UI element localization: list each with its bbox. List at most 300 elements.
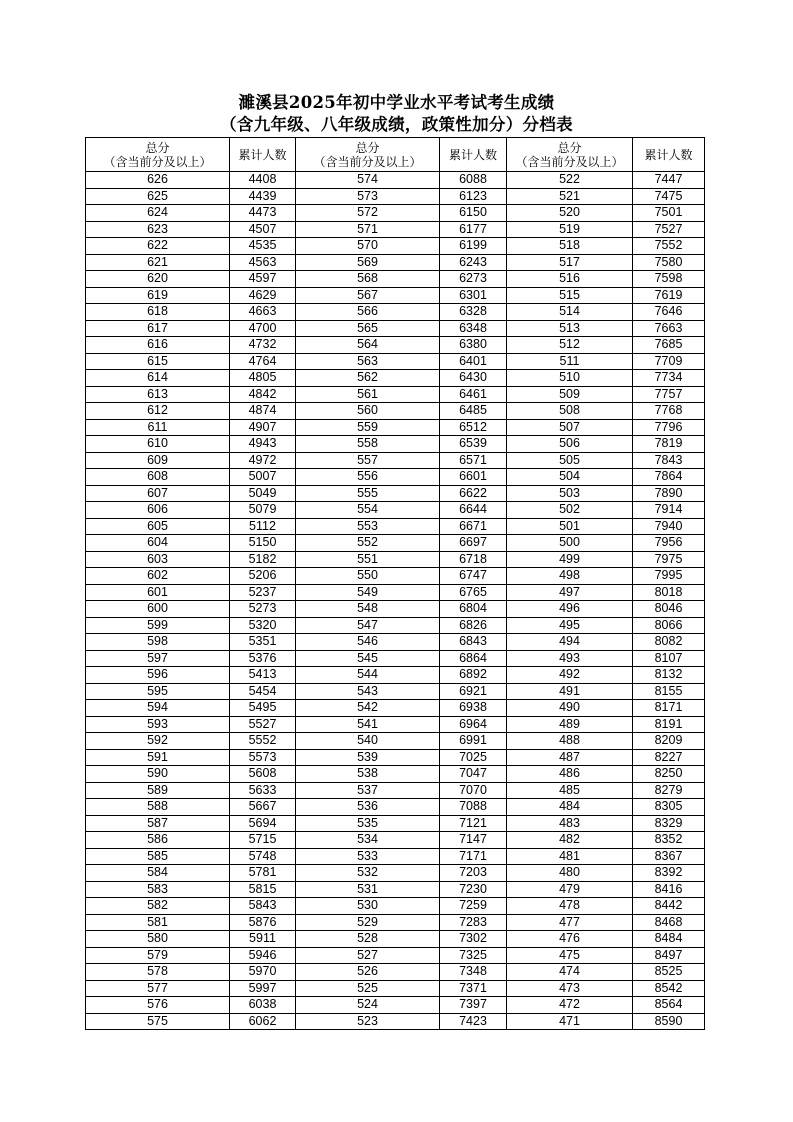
score-cell: 490 bbox=[507, 700, 633, 717]
score-cell: 476 bbox=[507, 931, 633, 948]
table-row bbox=[86, 403, 705, 420]
score-cell: 532 bbox=[296, 865, 440, 882]
score-cell: 624 bbox=[86, 205, 230, 222]
count-cell: 6601 bbox=[440, 469, 507, 486]
score-cell: 540 bbox=[296, 733, 440, 750]
table-row bbox=[86, 601, 705, 618]
count-cell: 6826 bbox=[440, 617, 507, 634]
score-cell: 558 bbox=[296, 436, 440, 453]
score-cell: 564 bbox=[296, 337, 440, 354]
table-row bbox=[86, 452, 705, 469]
count-cell: 8132 bbox=[633, 667, 705, 684]
score-cell: 562 bbox=[296, 370, 440, 387]
table-row bbox=[86, 898, 705, 915]
score-cell: 489 bbox=[507, 716, 633, 733]
score-header-label: 总分 bbox=[557, 140, 582, 155]
count-cell: 6622 bbox=[440, 485, 507, 502]
score-cell: 582 bbox=[86, 898, 230, 915]
table-row bbox=[86, 650, 705, 667]
count-cell: 5552 bbox=[230, 733, 296, 750]
score-cell: 530 bbox=[296, 898, 440, 915]
count-cell: 5715 bbox=[230, 832, 296, 849]
score-cell: 533 bbox=[296, 848, 440, 865]
table-header-row bbox=[86, 138, 705, 172]
table-body bbox=[86, 172, 705, 1030]
score-cell: 477 bbox=[507, 914, 633, 931]
table-row bbox=[86, 848, 705, 865]
score-cell: 528 bbox=[296, 931, 440, 948]
score-cell: 529 bbox=[296, 914, 440, 931]
score-cell: 556 bbox=[296, 469, 440, 486]
score-cell: 595 bbox=[86, 683, 230, 700]
score-cell: 581 bbox=[86, 914, 230, 931]
count-cell: 6177 bbox=[440, 221, 507, 238]
score-cell: 561 bbox=[296, 386, 440, 403]
count-cell: 5694 bbox=[230, 815, 296, 832]
count-cell: 5573 bbox=[230, 749, 296, 766]
count-cell: 7121 bbox=[440, 815, 507, 832]
count-cell: 6401 bbox=[440, 353, 507, 370]
count-cell: 4473 bbox=[230, 205, 296, 222]
score-cell: 585 bbox=[86, 848, 230, 865]
count-cell: 5527 bbox=[230, 716, 296, 733]
count-cell: 7796 bbox=[633, 419, 705, 436]
table-row bbox=[86, 733, 705, 750]
table-row bbox=[86, 271, 705, 288]
count-cell: 6243 bbox=[440, 254, 507, 271]
count-cell: 7864 bbox=[633, 469, 705, 486]
count-cell: 7734 bbox=[633, 370, 705, 387]
score-cell: 547 bbox=[296, 617, 440, 634]
score-cell: 512 bbox=[507, 337, 633, 354]
count-cell: 4408 bbox=[230, 172, 296, 189]
score-cell: 472 bbox=[507, 997, 633, 1014]
count-cell: 4507 bbox=[230, 221, 296, 238]
count-cell: 6088 bbox=[440, 172, 507, 189]
count-cell: 7890 bbox=[633, 485, 705, 502]
count-cell: 7302 bbox=[440, 931, 507, 948]
count-cell: 7757 bbox=[633, 386, 705, 403]
count-cell: 6921 bbox=[440, 683, 507, 700]
table-row bbox=[86, 568, 705, 585]
count-cell: 6892 bbox=[440, 667, 507, 684]
count-cell: 6150 bbox=[440, 205, 507, 222]
count-cell: 7070 bbox=[440, 782, 507, 799]
score-cell: 570 bbox=[296, 238, 440, 255]
count-cell: 7685 bbox=[633, 337, 705, 354]
score-cell: 584 bbox=[86, 865, 230, 882]
table-row bbox=[86, 254, 705, 271]
count-cell: 4629 bbox=[230, 287, 296, 304]
score-cell: 481 bbox=[507, 848, 633, 865]
score-cell: 618 bbox=[86, 304, 230, 321]
score-cell: 604 bbox=[86, 535, 230, 552]
table-row bbox=[86, 749, 705, 766]
count-cell: 4972 bbox=[230, 452, 296, 469]
score-cell: 616 bbox=[86, 337, 230, 354]
count-cell: 5970 bbox=[230, 964, 296, 981]
table-row bbox=[86, 337, 705, 354]
count-cell: 6938 bbox=[440, 700, 507, 717]
score-cell: 577 bbox=[86, 980, 230, 997]
count-cell: 6843 bbox=[440, 634, 507, 651]
score-cell: 475 bbox=[507, 947, 633, 964]
count-cell: 7475 bbox=[633, 188, 705, 205]
table-row bbox=[86, 320, 705, 337]
count-cell: 4842 bbox=[230, 386, 296, 403]
count-cell: 6991 bbox=[440, 733, 507, 750]
score-cell: 486 bbox=[507, 766, 633, 783]
count-cell: 5454 bbox=[230, 683, 296, 700]
score-cell: 598 bbox=[86, 634, 230, 651]
count-cell: 6038 bbox=[230, 997, 296, 1014]
score-cell: 568 bbox=[296, 271, 440, 288]
count-cell: 6512 bbox=[440, 419, 507, 436]
score-cell: 578 bbox=[86, 964, 230, 981]
table-row bbox=[86, 881, 705, 898]
score-cell: 614 bbox=[86, 370, 230, 387]
score-cell: 531 bbox=[296, 881, 440, 898]
score-cell: 496 bbox=[507, 601, 633, 618]
score-cell: 536 bbox=[296, 799, 440, 816]
count-cell: 5843 bbox=[230, 898, 296, 915]
score-column-header bbox=[507, 138, 633, 172]
score-cell: 608 bbox=[86, 469, 230, 486]
count-cell: 7447 bbox=[633, 172, 705, 189]
table-row bbox=[86, 947, 705, 964]
score-cell: 520 bbox=[507, 205, 633, 222]
table-row bbox=[86, 964, 705, 981]
count-cell: 6671 bbox=[440, 518, 507, 535]
count-cell: 8564 bbox=[633, 997, 705, 1014]
count-cell: 6571 bbox=[440, 452, 507, 469]
count-cell: 6062 bbox=[230, 1013, 296, 1030]
table-row bbox=[86, 634, 705, 651]
count-cell: 5237 bbox=[230, 584, 296, 601]
score-header-label: 总分 bbox=[145, 140, 170, 155]
count-cell: 8525 bbox=[633, 964, 705, 981]
score-cell: 566 bbox=[296, 304, 440, 321]
score-cell: 572 bbox=[296, 205, 440, 222]
count-cell: 8066 bbox=[633, 617, 705, 634]
count-cell: 5911 bbox=[230, 931, 296, 948]
score-cell: 621 bbox=[86, 254, 230, 271]
score-cell: 514 bbox=[507, 304, 633, 321]
count-cell: 7501 bbox=[633, 205, 705, 222]
score-cell: 534 bbox=[296, 832, 440, 849]
table-row bbox=[86, 353, 705, 370]
score-cell: 580 bbox=[86, 931, 230, 948]
count-cell: 4764 bbox=[230, 353, 296, 370]
table-row bbox=[86, 865, 705, 882]
count-cell: 4663 bbox=[230, 304, 296, 321]
count-cell: 5007 bbox=[230, 469, 296, 486]
document-title bbox=[0, 92, 793, 136]
count-cell: 7259 bbox=[440, 898, 507, 915]
count-cell: 6864 bbox=[440, 650, 507, 667]
count-cell: 4732 bbox=[230, 337, 296, 354]
count-cell: 8305 bbox=[633, 799, 705, 816]
count-cell: 4874 bbox=[230, 403, 296, 420]
score-cell: 615 bbox=[86, 353, 230, 370]
score-cell: 552 bbox=[296, 535, 440, 552]
score-cell: 499 bbox=[507, 551, 633, 568]
count-cell: 7325 bbox=[440, 947, 507, 964]
score-cell: 546 bbox=[296, 634, 440, 651]
score-cell: 605 bbox=[86, 518, 230, 535]
score-cell: 501 bbox=[507, 518, 633, 535]
score-cell: 492 bbox=[507, 667, 633, 684]
score-cell: 518 bbox=[507, 238, 633, 255]
score-cell: 505 bbox=[507, 452, 633, 469]
count-cell: 5112 bbox=[230, 518, 296, 535]
score-cell: 594 bbox=[86, 700, 230, 717]
table-row bbox=[86, 436, 705, 453]
count-cell: 4439 bbox=[230, 188, 296, 205]
count-cell: 5667 bbox=[230, 799, 296, 816]
table-row bbox=[86, 518, 705, 535]
count-cell: 7230 bbox=[440, 881, 507, 898]
table-row bbox=[86, 782, 705, 799]
count-cell: 8352 bbox=[633, 832, 705, 849]
score-cell: 498 bbox=[507, 568, 633, 585]
count-cell: 7768 bbox=[633, 403, 705, 420]
score-cell: 607 bbox=[86, 485, 230, 502]
count-cell: 7348 bbox=[440, 964, 507, 981]
score-cell: 611 bbox=[86, 419, 230, 436]
count-cell: 5633 bbox=[230, 782, 296, 799]
count-cell: 8468 bbox=[633, 914, 705, 931]
count-cell: 4563 bbox=[230, 254, 296, 271]
score-cell: 599 bbox=[86, 617, 230, 634]
table-row bbox=[86, 238, 705, 255]
score-header-label: 总分 bbox=[355, 140, 380, 155]
score-cell: 576 bbox=[86, 997, 230, 1014]
score-cell: 526 bbox=[296, 964, 440, 981]
count-cell: 6430 bbox=[440, 370, 507, 387]
count-cell: 7843 bbox=[633, 452, 705, 469]
table-row bbox=[86, 766, 705, 783]
count-cell: 6804 bbox=[440, 601, 507, 618]
score-cell: 508 bbox=[507, 403, 633, 420]
score-cell: 537 bbox=[296, 782, 440, 799]
score-cell: 502 bbox=[507, 502, 633, 519]
score-cell: 473 bbox=[507, 980, 633, 997]
score-cell: 590 bbox=[86, 766, 230, 783]
score-cell: 602 bbox=[86, 568, 230, 585]
count-cell: 8590 bbox=[633, 1013, 705, 1030]
score-cell: 613 bbox=[86, 386, 230, 403]
count-cell: 6328 bbox=[440, 304, 507, 321]
score-cell: 482 bbox=[507, 832, 633, 849]
score-cell: 511 bbox=[507, 353, 633, 370]
score-cell: 609 bbox=[86, 452, 230, 469]
score-cell: 596 bbox=[86, 667, 230, 684]
table-row bbox=[86, 188, 705, 205]
score-cell: 567 bbox=[296, 287, 440, 304]
table-row bbox=[86, 683, 705, 700]
score-cell: 593 bbox=[86, 716, 230, 733]
count-cell: 8107 bbox=[633, 650, 705, 667]
score-cell: 503 bbox=[507, 485, 633, 502]
count-cell: 8082 bbox=[633, 634, 705, 651]
score-cell: 517 bbox=[507, 254, 633, 271]
table-row bbox=[86, 815, 705, 832]
count-column-header: 累计人数 bbox=[230, 138, 296, 172]
score-cell: 495 bbox=[507, 617, 633, 634]
score-cell: 592 bbox=[86, 733, 230, 750]
score-cell: 539 bbox=[296, 749, 440, 766]
count-cell: 6539 bbox=[440, 436, 507, 453]
count-cell: 8416 bbox=[633, 881, 705, 898]
count-cell: 7552 bbox=[633, 238, 705, 255]
count-cell: 5079 bbox=[230, 502, 296, 519]
count-cell: 7423 bbox=[440, 1013, 507, 1030]
count-cell: 7995 bbox=[633, 568, 705, 585]
score-cell: 617 bbox=[86, 320, 230, 337]
score-cell: 544 bbox=[296, 667, 440, 684]
score-cell: 550 bbox=[296, 568, 440, 585]
count-cell: 8227 bbox=[633, 749, 705, 766]
score-header-sub: （含当前分及以上） bbox=[103, 154, 212, 169]
count-cell: 8392 bbox=[633, 865, 705, 882]
score-cell: 589 bbox=[86, 782, 230, 799]
score-cell: 491 bbox=[507, 683, 633, 700]
score-cell: 541 bbox=[296, 716, 440, 733]
count-cell: 6644 bbox=[440, 502, 507, 519]
score-cell: 612 bbox=[86, 403, 230, 420]
count-cell: 7580 bbox=[633, 254, 705, 271]
count-cell: 6461 bbox=[440, 386, 507, 403]
count-cell: 7171 bbox=[440, 848, 507, 865]
count-cell: 8367 bbox=[633, 848, 705, 865]
score-cell: 480 bbox=[507, 865, 633, 882]
count-cell: 7088 bbox=[440, 799, 507, 816]
score-cell: 515 bbox=[507, 287, 633, 304]
table-row bbox=[86, 914, 705, 931]
count-cell: 5206 bbox=[230, 568, 296, 585]
score-header-sub: （含当前分及以上） bbox=[515, 154, 624, 169]
score-cell: 516 bbox=[507, 271, 633, 288]
count-cell: 7619 bbox=[633, 287, 705, 304]
score-cell: 626 bbox=[86, 172, 230, 189]
count-cell: 8279 bbox=[633, 782, 705, 799]
count-cell: 7047 bbox=[440, 766, 507, 783]
table-row bbox=[86, 469, 705, 486]
score-cell: 545 bbox=[296, 650, 440, 667]
count-cell: 7598 bbox=[633, 271, 705, 288]
score-column-header bbox=[86, 138, 230, 172]
count-cell: 6485 bbox=[440, 403, 507, 420]
score-cell: 500 bbox=[507, 535, 633, 552]
title-line-1: 濉溪县2025年初中学业水平考试考生成绩 bbox=[238, 93, 555, 112]
score-cell: 575 bbox=[86, 1013, 230, 1030]
count-cell: 4597 bbox=[230, 271, 296, 288]
score-cell: 574 bbox=[296, 172, 440, 189]
score-cell: 622 bbox=[86, 238, 230, 255]
count-cell: 4805 bbox=[230, 370, 296, 387]
table-row bbox=[86, 584, 705, 601]
count-column-header: 累计人数 bbox=[440, 138, 507, 172]
count-cell: 6301 bbox=[440, 287, 507, 304]
count-cell: 6765 bbox=[440, 584, 507, 601]
table-row bbox=[86, 502, 705, 519]
count-cell: 8442 bbox=[633, 898, 705, 915]
score-cell: 506 bbox=[507, 436, 633, 453]
count-cell: 7527 bbox=[633, 221, 705, 238]
count-cell: 8018 bbox=[633, 584, 705, 601]
score-cell: 525 bbox=[296, 980, 440, 997]
count-cell: 5376 bbox=[230, 650, 296, 667]
table-row bbox=[86, 617, 705, 634]
score-cell: 523 bbox=[296, 1013, 440, 1030]
count-cell: 5495 bbox=[230, 700, 296, 717]
count-cell: 7371 bbox=[440, 980, 507, 997]
count-cell: 4700 bbox=[230, 320, 296, 337]
count-cell: 7147 bbox=[440, 832, 507, 849]
count-cell: 7940 bbox=[633, 518, 705, 535]
count-cell: 5781 bbox=[230, 865, 296, 882]
count-cell: 8497 bbox=[633, 947, 705, 964]
count-cell: 5273 bbox=[230, 601, 296, 618]
score-cell: 557 bbox=[296, 452, 440, 469]
score-cell: 554 bbox=[296, 502, 440, 519]
count-cell: 8171 bbox=[633, 700, 705, 717]
title-line-2: （含九年级、八年级成绩，政策性加分）分档表 bbox=[220, 115, 573, 134]
table-row bbox=[86, 221, 705, 238]
score-cell: 538 bbox=[296, 766, 440, 783]
score-cell: 587 bbox=[86, 815, 230, 832]
count-cell: 6348 bbox=[440, 320, 507, 337]
score-cell: 597 bbox=[86, 650, 230, 667]
score-cell: 510 bbox=[507, 370, 633, 387]
score-cell: 524 bbox=[296, 997, 440, 1014]
table-row bbox=[86, 535, 705, 552]
score-cell: 583 bbox=[86, 881, 230, 898]
count-cell: 6199 bbox=[440, 238, 507, 255]
score-cell: 588 bbox=[86, 799, 230, 816]
score-cell: 535 bbox=[296, 815, 440, 832]
count-cell: 8046 bbox=[633, 601, 705, 618]
score-cell: 560 bbox=[296, 403, 440, 420]
count-cell: 4943 bbox=[230, 436, 296, 453]
score-cell: 565 bbox=[296, 320, 440, 337]
count-cell: 5413 bbox=[230, 667, 296, 684]
score-cell: 504 bbox=[507, 469, 633, 486]
count-cell: 6380 bbox=[440, 337, 507, 354]
score-cell: 573 bbox=[296, 188, 440, 205]
count-cell: 5351 bbox=[230, 634, 296, 651]
count-cell: 8155 bbox=[633, 683, 705, 700]
table-row bbox=[86, 386, 705, 403]
table-row bbox=[86, 205, 705, 222]
score-cell: 625 bbox=[86, 188, 230, 205]
score-cell: 548 bbox=[296, 601, 440, 618]
score-cell: 488 bbox=[507, 733, 633, 750]
table-row bbox=[86, 832, 705, 849]
score-cell: 553 bbox=[296, 518, 440, 535]
score-cell: 551 bbox=[296, 551, 440, 568]
table-row bbox=[86, 485, 705, 502]
table-row bbox=[86, 551, 705, 568]
score-header-sub: （含当前分及以上） bbox=[313, 154, 422, 169]
score-cell: 521 bbox=[507, 188, 633, 205]
count-cell: 7203 bbox=[440, 865, 507, 882]
count-cell: 7819 bbox=[633, 436, 705, 453]
score-cell: 610 bbox=[86, 436, 230, 453]
score-cell: 479 bbox=[507, 881, 633, 898]
score-cell: 542 bbox=[296, 700, 440, 717]
